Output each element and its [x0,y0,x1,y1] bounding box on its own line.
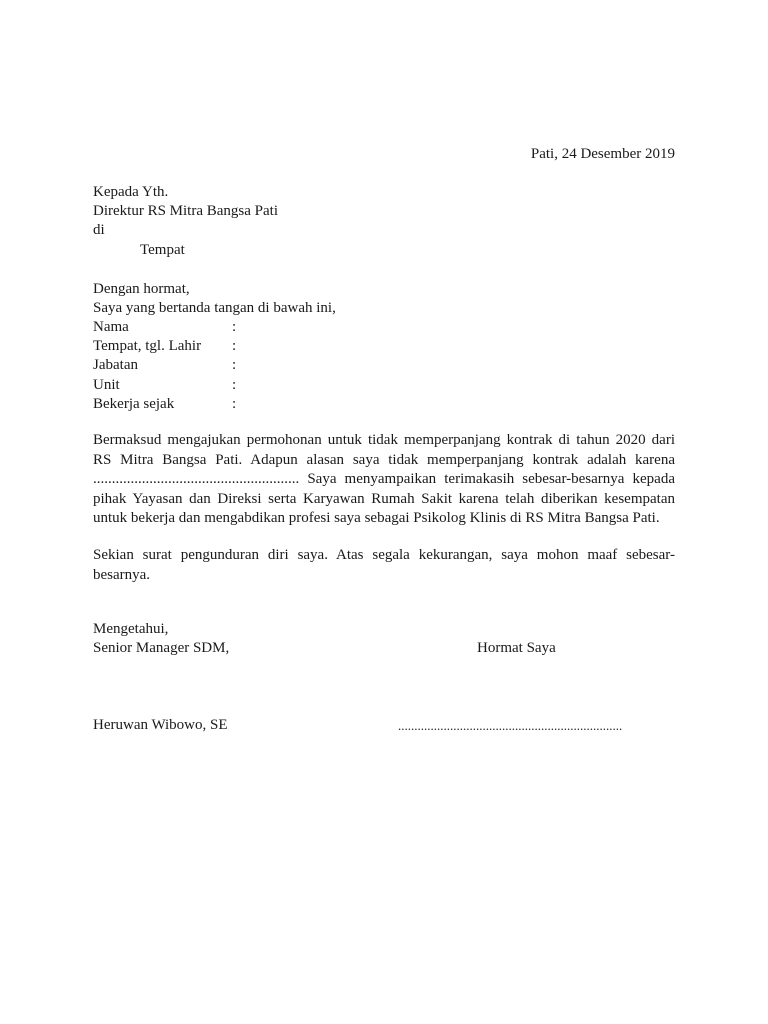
acknowledged-title: Senior Manager SDM, [93,640,230,656]
body-paragraph-line: untuk bekerja dan mengabdikan profesi saya sebagai Psikolog Klinis di RS Mitra Bangsa Pati. [93,510,660,526]
intro-line: Saya yang bertanda tangan di bawah ini, [93,300,336,316]
field-row-tempat-tgl-lahir [93,337,393,356]
recipient-salutation: Kepada Yth. [93,184,169,200]
closing-paragraph [93,546,675,585]
greeting: Dengan hormat, [93,281,190,297]
closing-paragraph-line: Sekian surat pengunduran diri saya. Atas segala kekurangan, saya mohon maaf sebesar- [93,547,675,563]
closing-paragraph-line: besarnya. [93,566,151,583]
recipient-di: di [93,222,105,238]
body-paragraph-line: ....................................................... Saya menyampaikan terimakasih sebesar-besarnya kepada [93,471,675,487]
sender-name-placeholder: ..................................................................... [398,718,623,733]
field-colon: : [232,319,237,335]
acknowledged-label: Mengetahui, [93,621,169,637]
field-colon: : [232,357,237,373]
field-colon: : [232,377,237,393]
field-row-unit [93,376,393,395]
recipient-place: Tempat [140,242,185,258]
field-label: Nama [93,319,129,335]
field-row-jabatan [93,356,393,375]
recipient-name: Direktur RS Mitra Bangsa Pati [93,203,278,219]
sender-title: Hormat Saya [477,640,556,656]
field-label: Bekerja sejak [93,396,175,412]
field-label: Tempat, tgl. Lahir [93,338,202,354]
field-row-bekerja-sejak [93,395,393,414]
body-paragraph-line: pihak Yayasan dan Direksi serta Karyawan Rumah Sakit karena telah diberikan kesempatan [93,490,675,507]
body-paragraph-line: RS Mitra Bangsa Pati. Adapun alasan saya tidak memperpanjang kontrak adalah karena [93,451,675,468]
field-colon: : [232,396,237,412]
field-colon: : [232,338,237,354]
body-paragraph-line: Bermaksud mengajukan permohonan untuk tidak memperpanjang kontrak di tahun 2020 dari [93,432,675,448]
acknowledged-name: Heruwan Wibowo, SE [93,717,228,733]
letter-date: Pati, 24 Desember 2019 [530,146,675,162]
body-paragraph [93,431,675,529]
field-row-nama [93,318,393,337]
field-label: Unit [93,377,120,393]
field-label: Jabatan [93,357,138,373]
